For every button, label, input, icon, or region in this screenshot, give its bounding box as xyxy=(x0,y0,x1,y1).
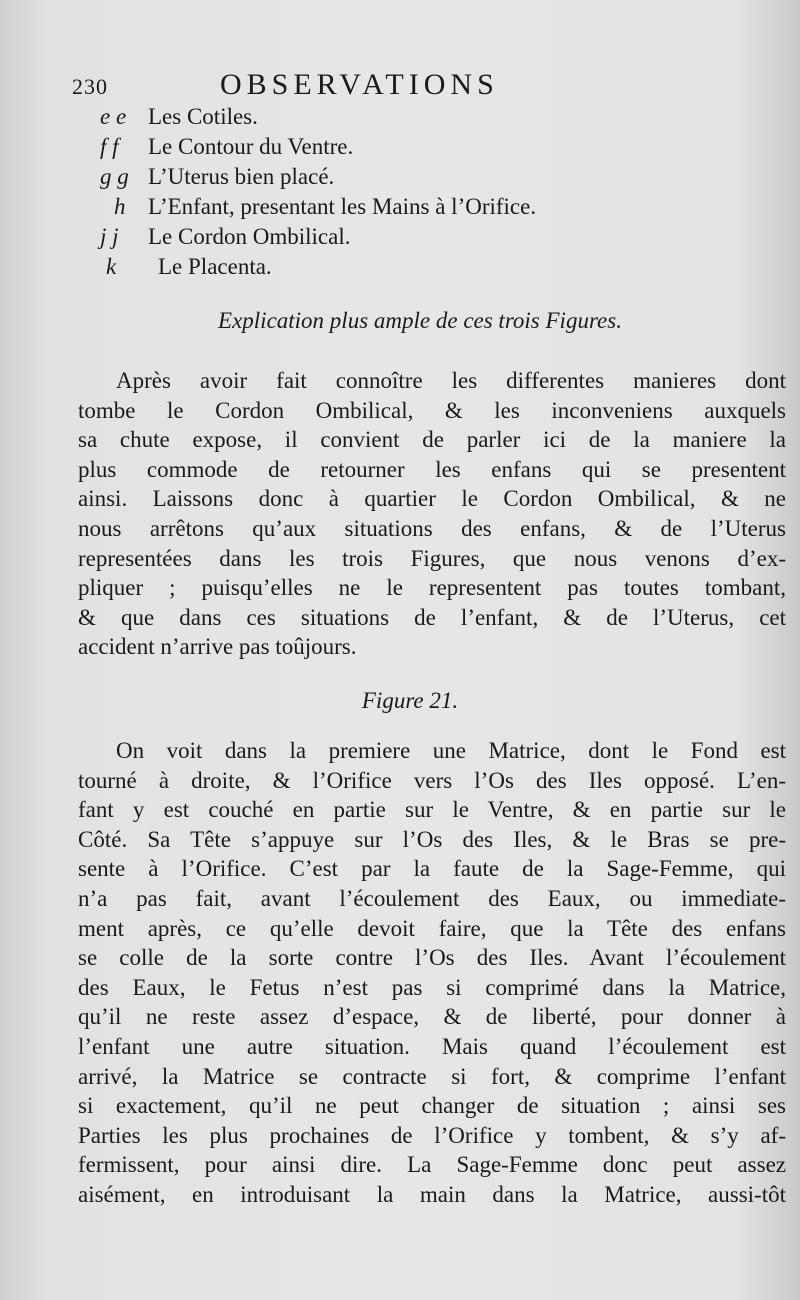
page-header xyxy=(72,68,592,104)
running-title: OBSERVATIONS xyxy=(220,68,499,101)
section-heading: Explication plus ample de ces trois Figures. xyxy=(218,308,622,333)
text-line: l’enfant une autre situation. Mais quand l’écoulement est xyxy=(78,1033,786,1059)
legend-item xyxy=(100,102,700,132)
text-line: des Eaux, le Fetus n’est pas si comprimé dans la Matrice, xyxy=(78,974,786,1000)
legend-text: L’Uterus bien placé. xyxy=(148,164,335,189)
text-line: tombe le Cordon Ombilical, & les inconveniens auxquels xyxy=(78,397,786,423)
legend-key: g g xyxy=(100,164,129,189)
legend-text: Le Cordon Ombilical. xyxy=(148,224,351,249)
text-line: Parties les plus prochaines de l’Orifice y tombent, & s’y af- xyxy=(78,1122,786,1148)
legend-key: k xyxy=(106,254,117,279)
text-line: nous arrêtons qu’aux situations des enfans, & de l’Uterus xyxy=(78,515,786,541)
legend-item xyxy=(100,192,700,222)
paragraph-figure-21 xyxy=(78,736,786,1210)
legend-key: h xyxy=(114,194,126,219)
figure-heading: Figure 21. xyxy=(361,688,459,713)
figure-legend xyxy=(100,102,700,282)
legend-item xyxy=(100,162,700,192)
text-line: fermissent, pour ainsi dire. La Sage-Femme donc peut assez xyxy=(78,1152,786,1178)
text-line: Côté. Sa Tête s’appuye sur l’Os des Iles, & le Bras se pre- xyxy=(78,826,786,852)
text-line: tourné à droite, & l’Orifice vers l’Os des Iles opposé. L’en- xyxy=(78,767,786,793)
page-number: 230 xyxy=(72,74,108,99)
legend-item xyxy=(100,132,700,162)
text-line: Après avoir fait connoître les differentes manieres dont xyxy=(116,368,786,393)
paragraph-explication xyxy=(78,366,786,662)
text-line: si exactement, qu’il ne peut changer de situation ; ainsi ses xyxy=(78,1093,786,1119)
text-line: n’a pas fait, avant l’écoulement des Eaux, ou immediate- xyxy=(78,885,786,911)
legend-text: Les Cotiles. xyxy=(148,104,258,129)
text-line: ment après, ce qu’elle devoit faire, que la Tête des enfans xyxy=(78,915,786,941)
text-line: sa chute expose, il convient de parler ici de la maniere la xyxy=(78,427,786,453)
text-line: fant y est couché en partie sur le Ventre, & en partie sur le xyxy=(78,797,786,823)
text-line: se colle de la sorte contre l’Os des Iles. Avant l’écoulement xyxy=(78,945,786,971)
text-line: On voit dans la premiere une Matrice, dont le Fond est xyxy=(116,738,786,763)
text-line: & que dans ces situations de l’enfant, & de l’Uterus, cet xyxy=(78,604,786,630)
legend-key: j j xyxy=(100,224,119,249)
text-line: ainsi. Laissons donc à quartier le Cordon Ombilical, & ne xyxy=(78,486,786,512)
legend-item xyxy=(100,252,700,282)
legend-text: Le Contour du Ventre. xyxy=(148,134,354,159)
text-line: accident n’arrive pas toûjours. xyxy=(78,634,357,660)
legend-key: e e xyxy=(100,104,127,129)
text-line: pliquer ; puisqu’elles ne le representent pas toutes tombant, xyxy=(78,575,786,601)
legend-key: f f xyxy=(100,134,119,159)
text-line: aisément, en introduisant la main dans la Matrice, aussi-tôt xyxy=(78,1181,786,1207)
legend-text: Le Placenta. xyxy=(158,254,272,279)
text-line: arrivé, la Matrice se contracte si fort, & comprime l’enfant xyxy=(78,1063,786,1089)
text-line: qu’il ne reste assez d’espace, & de liberté, pour donner à xyxy=(78,1004,786,1030)
legend-item xyxy=(100,222,700,252)
text-line: representées dans les trois Figures, que nous venons d’ex- xyxy=(78,545,786,571)
legend-text: L’Enfant, presentant les Mains à l’Orifice. xyxy=(148,194,537,219)
text-line: sente à l’Orifice. C’est par la faute de la Sage-Femme, qui xyxy=(78,856,786,882)
text-line: plus commode de retourner les enfans qui se presentent xyxy=(78,456,786,482)
